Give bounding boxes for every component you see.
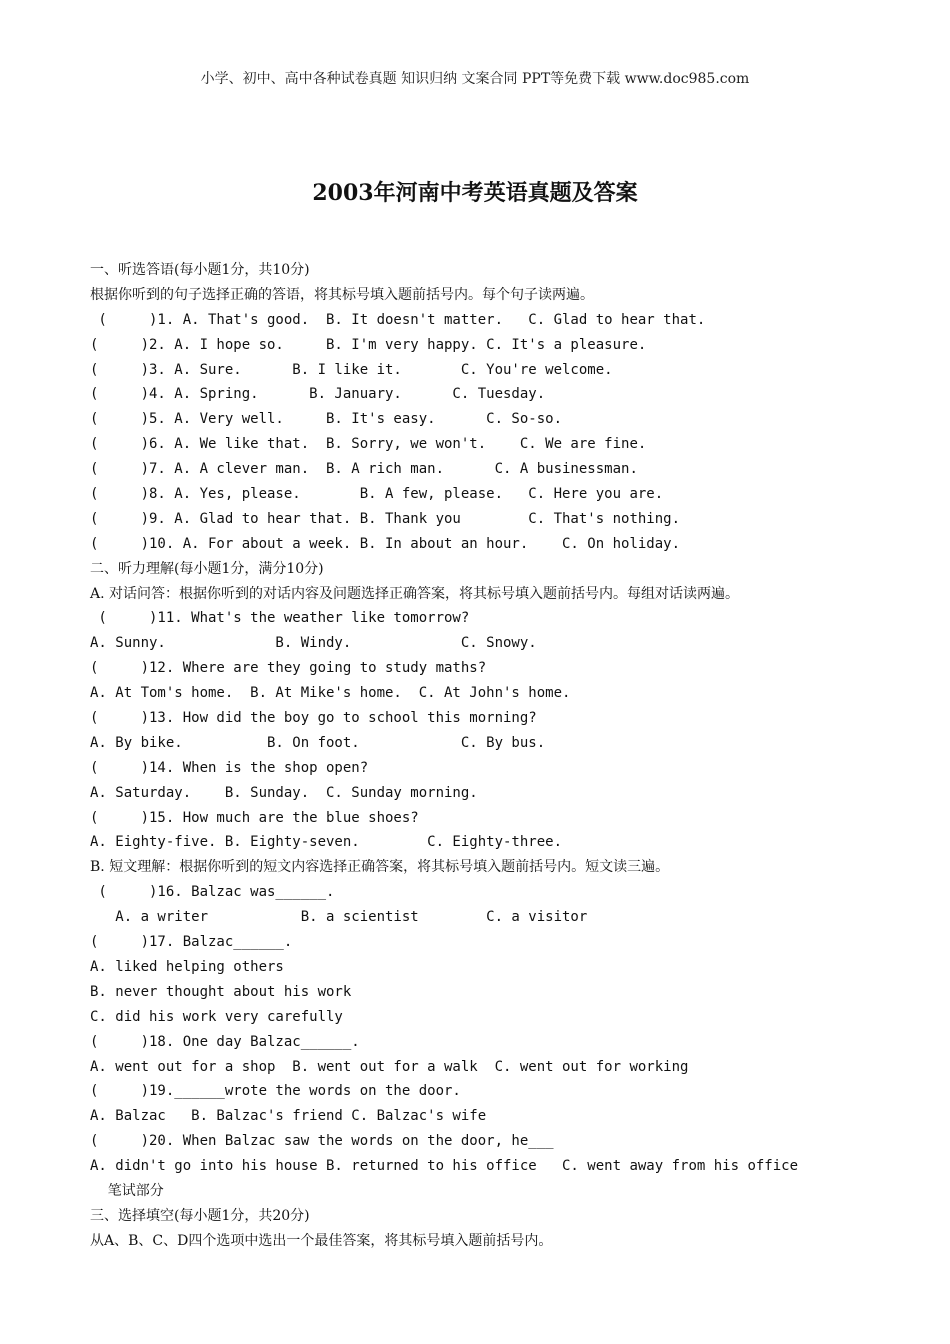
question-line: ( )5. A. Very well. B. It's easy. C. So-so. [90,411,563,428]
question-line: ( )11. What's the weather like tomorrow? [90,610,470,627]
page-header: 小学、初中、高中各种试卷真题 知识归纳 文案合同 PPT等免费下载 www.doc985.com [200,71,750,87]
question-line: ( )12. Where are they going to study maths? [90,660,487,677]
question-line: B. never thought about his work [90,983,352,1000]
question-line: ( )18. One day Balzac______. [90,1033,360,1050]
question-line: ( )7. A. A clever man. B. A rich man. C. A businessman. [90,461,638,478]
section-text: 从A、B、C、D四个选项中选出一个最佳答案，将其标号填入题前括号内。 [90,1232,553,1249]
question-line: A. Saturday. B. Sunday. C. Sunday morning. [90,784,478,801]
question-line: ( )19.______wrote the words on the door. [90,1083,461,1100]
question-line: ( )4. A. Spring. B. January. C. Tuesday. [90,386,546,403]
section-text: A. 对话问答：根据你听到的对话内容及问题选择正确答案，将其标号填入题前括号内。每组对话读两遍。 [90,585,740,602]
exam-content [90,258,930,1254]
question-line: ( )6. A. We like that. B. Sorry, we won't. C. We are fine. [90,436,647,453]
section-text: 一、听选答语(每小题1分，共10分) [90,262,310,278]
question-line: ( )1. A. That's good. B. It doesn't matter. C. Glad to hear that. [90,311,706,328]
document-title: 2003年河南中考英语真题及答案 [312,180,638,206]
question-line: A. Eighty-five. B. Eighty-seven. C. Eighty-three. [90,834,563,851]
question-line: ( )14. When is the shop open? [90,759,369,776]
question-line: A. went out for a shop B. went out for a walk C. went out for working [90,1058,689,1075]
question-line: A. At Tom's home. B. At Mike's home. C. At John's home. [90,685,571,702]
question-line: A. a writer B. a scientist C. a visitor [90,909,588,926]
question-line: ( )20. When Balzac saw the words on the door, he___ [90,1133,554,1150]
question-line: ( )15. How much are the blue shoes? [90,809,419,826]
question-line: ( )10. A. For about a week. B. In about an hour. C. On holiday. [90,535,681,552]
section-text: 笔试部分 [90,1182,164,1199]
question-line: ( )3. A. Sure. B. I like it. C. You're welcome. [90,361,613,378]
question-line: C. did his work very carefully [90,1008,343,1025]
section-text: 二、听力理解(每小题1分，满分10分) [90,560,324,577]
question-line: ( )16. Balzac was______. [90,884,335,901]
question-line: A. Sunny. B. Windy. C. Snowy. [90,635,537,652]
question-line: A. Balzac B. Balzac's friend C. Balzac's wife [90,1108,487,1125]
section-text: 根据你听到的句子选择正确的答语，将其标号填入题前括号内。每个句子读两遍。 [90,286,594,303]
question-line: ( )9. A. Glad to hear that. B. Thank you C. That's nothing. [90,510,681,527]
section-text: 三、选择填空(每小题1分，共20分) [90,1207,310,1224]
question-line: ( )8. A. Yes, please. B. A few, please. C. Here you are. [90,486,664,503]
question-line: ( )17. Balzac______. [90,934,293,951]
question-line: A. By bike. B. On foot. C. By bus. [90,734,546,751]
question-line: A. liked helping others [90,958,284,975]
question-line: ( )13. How did the boy go to school this morning? [90,710,537,727]
question-line: A. didn't go into his house B. returned to his office C. went away from his office [90,1158,799,1175]
question-line: ( )2. A. I hope so. B. I'm very happy. C. It's a pleasure. [90,336,647,353]
section-text: B. 短文理解：根据你听到的短文内容选择正确答案，将其标号填入题前括号内。短文读三遍。 [90,859,670,876]
